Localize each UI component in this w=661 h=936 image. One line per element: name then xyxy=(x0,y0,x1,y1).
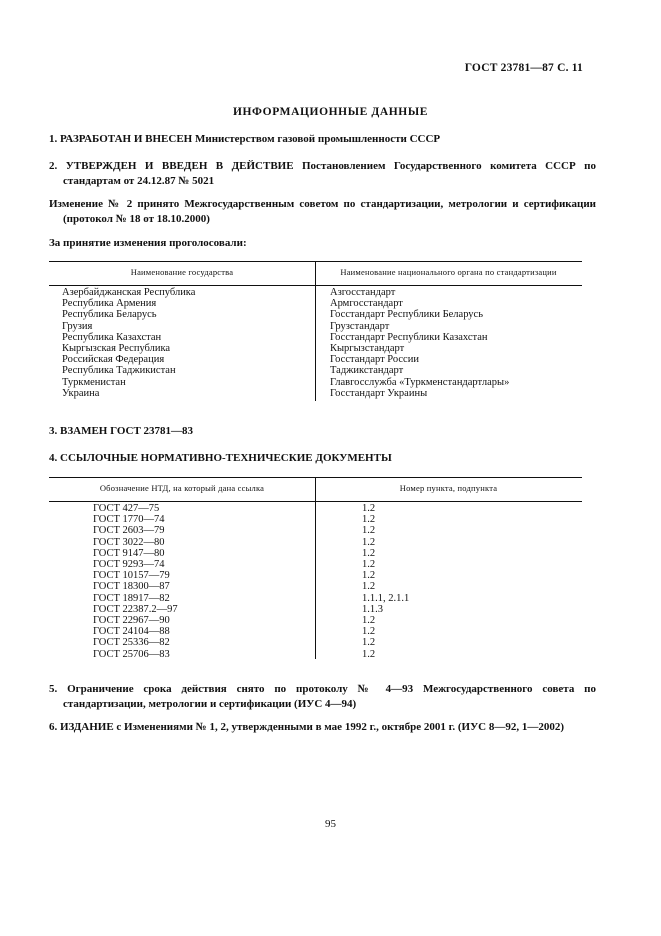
points-column xyxy=(362,503,409,660)
table-cell: ГОСТ 10157—79 xyxy=(93,570,170,582)
table-cell: 1.2 xyxy=(362,503,376,514)
table-cell: Азербайджанская Республика xyxy=(62,287,196,298)
item-1-number: 1. xyxy=(49,133,58,145)
table-cell: Туркменистан xyxy=(62,376,126,388)
table-cell: Кыргызстандарт xyxy=(330,343,405,355)
item-6-number: 6. xyxy=(49,721,58,733)
item-4 xyxy=(49,451,582,466)
table-cell: Украина xyxy=(62,387,100,399)
item-5-number: 5. xyxy=(49,683,58,695)
table-cell: ГОСТ 1770—74 xyxy=(93,514,165,526)
item-1-lead: РАЗРАБОТАН И ВНЕСЕН xyxy=(60,133,193,145)
table-cell: ГОСТ 25336—82 xyxy=(93,637,170,649)
references-table xyxy=(49,477,582,659)
change-note-text: Изменение № 2 принято Межгосударственным советом по стандартизации, метрологии и сертификации (протокол № 18 от 18.10.2000) xyxy=(49,198,596,225)
table-cell: Госстандарт Украины xyxy=(330,387,428,399)
voted-label xyxy=(49,236,582,251)
table-cell: 1.2 xyxy=(362,559,376,571)
bodies-column xyxy=(330,287,509,399)
item-6-lead: ИЗДАНИЕ xyxy=(60,721,114,733)
table-cell: 1.2 xyxy=(362,626,376,638)
table-cell: Республика Армения xyxy=(62,298,157,310)
table-cell: Республика Казахстан xyxy=(62,331,162,343)
item-4-lead: ССЫЛОЧНЫЕ НОРМАТИВНО-ТЕХНИЧЕСКИЕ ДОКУМЕНТЫ xyxy=(60,452,392,464)
table-cell: ГОСТ 427—75 xyxy=(93,503,160,514)
table-cell: Азгосстандарт xyxy=(330,287,396,298)
table-cell: Главгосслужба «Туркменстандартлары» xyxy=(330,376,510,388)
item-6-text: с Изменениями № 1, 2, утвержденными в мае 1992 г., октябре 2001 г. (ИУС 8—92, 1—2002) xyxy=(113,721,565,733)
table-cell: 1.2 xyxy=(362,525,376,537)
table-divider xyxy=(315,261,316,401)
item-5-text: Ограничение срока действия снято по протоколу № 4—93 Межгосударственного совета по стандартизации, метрологии и сертификации (ИУС 4—94) xyxy=(63,683,596,710)
table-cell: Госстандарт Республики Беларусь xyxy=(330,309,484,321)
table-cell: ГОСТ 25706—83 xyxy=(93,648,170,660)
table-cell: 1.2 xyxy=(362,648,376,660)
page-number: 95 xyxy=(325,818,336,830)
item-3 xyxy=(49,424,582,439)
voted-text: За принятие изменения проголосовали: xyxy=(49,237,247,249)
table-rule xyxy=(49,285,582,286)
table-cell: Госстандарт России xyxy=(330,354,419,366)
table-cell: Госстандарт Республики Казахстан xyxy=(330,331,488,343)
table-cell: ГОСТ 22387.2—97 xyxy=(93,603,178,615)
item-5 xyxy=(49,682,596,712)
table-cell: 1.2 xyxy=(362,637,376,649)
table-cell: 1.2 xyxy=(362,547,376,559)
table-cell: Таджикстандарт xyxy=(330,365,404,377)
table-cell: Российская Федерация xyxy=(62,354,165,366)
table-cell: Грузстандарт xyxy=(330,320,390,332)
item-2-text: Постановлением Государственного комитета СССР по стандартам от 24.12.87 № 5021 xyxy=(63,160,597,187)
table-cell: ГОСТ 9293—74 xyxy=(93,559,165,571)
item-2-lead: УТВЕРЖДЕН И ВВЕДЕН В ДЕЙСТВИЕ xyxy=(65,160,294,172)
header-state: Наименование государства xyxy=(130,267,234,277)
table-divider xyxy=(315,477,316,659)
header-point: Номер пункта, подпункта xyxy=(399,483,498,493)
item-6 xyxy=(49,720,596,735)
item-2 xyxy=(49,159,596,189)
table-cell: Республика Беларусь xyxy=(62,309,157,321)
table-cell: 1.2 xyxy=(362,570,376,582)
table-cell: 1.2 xyxy=(362,514,376,526)
table-cell: 1.2 xyxy=(362,536,376,548)
item-3-number: 3. xyxy=(49,425,58,437)
table-cell: ГОСТ 9147—80 xyxy=(93,547,165,559)
table-cell: Армгосстандарт xyxy=(330,298,403,310)
table-cell: ГОСТ 2603—79 xyxy=(93,525,165,537)
table-cell: ГОСТ 24104—88 xyxy=(93,626,170,638)
table-cell: ГОСТ 3022—80 xyxy=(93,536,165,548)
header-document: Обозначение НТД, на который дана ссылка xyxy=(99,483,265,493)
documents-column xyxy=(93,503,178,660)
item-2-number: 2. xyxy=(49,160,58,172)
header-body: Наименование национального органа по стандартизации xyxy=(340,267,557,277)
states-column xyxy=(62,287,195,399)
table-cell: 1.1.3 xyxy=(362,603,383,615)
voting-table xyxy=(49,261,582,401)
table-cell: 1.1.1, 2.1.1 xyxy=(362,592,410,604)
table-rule xyxy=(49,501,582,502)
table-cell: Грузия xyxy=(62,320,93,332)
item-3-lead: ВЗАМЕН ГОСТ 23781—83 xyxy=(60,425,194,437)
table-cell: ГОСТ 22967—90 xyxy=(93,615,170,627)
table-cell: Кыргызская Республика xyxy=(62,343,171,355)
table-cell: ГОСТ 18300—87 xyxy=(93,581,170,593)
table-cell: 1.2 xyxy=(362,581,376,593)
item-1-text: Министерством газовой промышленности СССР xyxy=(192,133,441,145)
table-cell: Республика Таджикистан xyxy=(62,365,176,377)
change-note xyxy=(49,197,596,227)
item-1 xyxy=(49,132,582,147)
table-cell: 1.2 xyxy=(362,615,376,627)
standard-reference: ГОСТ 23781—87 С. 11 xyxy=(464,62,583,74)
table-cell: ГОСТ 18917—82 xyxy=(93,592,170,604)
item-4-number: 4. xyxy=(49,452,58,464)
page-title: ИНФОРМАЦИОННЫЕ ДАННЫЕ xyxy=(232,106,429,118)
